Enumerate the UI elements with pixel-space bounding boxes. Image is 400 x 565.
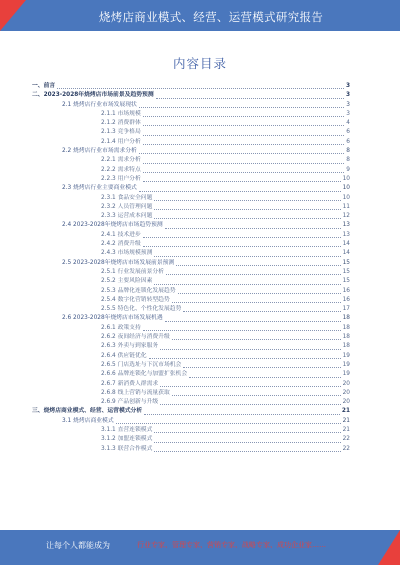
toc-entry[interactable]: [32, 342, 350, 351]
toc-entry-label: 3.1 烧烤店商业模式: [62, 417, 114, 424]
toc-leader-dots: [143, 125, 345, 126]
toc-entry-page: 14: [342, 241, 350, 248]
toc-entry-page: 19: [342, 361, 350, 368]
toc-entry-page: 3: [346, 110, 350, 117]
toc-entry-label: 2.6.8 线上营销与流量获取: [101, 389, 170, 396]
toc-leader-dots: [176, 265, 340, 266]
toc-leader-dots: [116, 423, 341, 424]
toc-entry[interactable]: [32, 138, 350, 147]
toc-leader-dots: [183, 367, 340, 368]
toc-leader-dots: [178, 293, 341, 294]
toc-leader-dots: [165, 228, 341, 229]
toc-leader-dots: [154, 256, 340, 257]
toc-entry-page: 15: [342, 278, 350, 285]
toc-leader-dots: [183, 311, 340, 312]
toc-entry-label: 2.1.1 市场规模: [101, 110, 141, 117]
toc-entry-page: 9: [346, 166, 350, 173]
toc-entry-page: 21: [341, 408, 350, 415]
footer-red-accent: [378, 530, 400, 565]
toc-leader-dots: [154, 209, 340, 210]
report-header: [0, 0, 400, 31]
toc-leader-dots: [143, 172, 345, 173]
toc-entry-page: 16: [342, 296, 350, 303]
toc-entry-page: 18: [342, 334, 350, 341]
toc-entry-page: 16: [342, 287, 350, 294]
toc-entry-page: 20: [342, 399, 350, 406]
toc-entry-label: 2.1.4 用户分析: [101, 138, 141, 145]
toc-entry-label: 2.5.3 品牌化连锁化发展趋势: [101, 287, 176, 294]
toc-entry-page: 6: [346, 138, 350, 145]
toc-entry-page: 13: [342, 231, 350, 238]
toc-entry[interactable]: [32, 277, 350, 286]
toc-entry-label: 3.1.3 联营合作模式: [101, 445, 153, 452]
toc-entry-page: 19: [342, 352, 350, 359]
toc-entry-label: 3.1.1 直营连锁模式: [101, 426, 153, 433]
toc-entry[interactable]: [32, 212, 350, 221]
toc-entry[interactable]: [32, 361, 350, 370]
toc-entry-label: 2.6.9 产品创新与升级: [101, 399, 159, 406]
toc-entry-label: 2.4.3 市场规模预测: [101, 250, 153, 257]
toc-leader-dots: [165, 321, 341, 322]
toc-entry[interactable]: [32, 82, 350, 91]
toc-entry-page: 21: [342, 426, 350, 433]
toc-entry-page: 10: [342, 185, 350, 192]
toc-entry-page: 3: [345, 83, 350, 89]
toc-entry-label: 2.6.5 门店选址与下沉市场机会: [101, 361, 182, 368]
toc-entry-page: 21: [342, 417, 350, 424]
toc-entry-page: 18: [342, 315, 350, 322]
header-red-accent: [0, 0, 26, 31]
toc-entry-label: 2.3 烧烤店行业主要商业模式: [62, 185, 137, 192]
toc-entry-page: 22: [342, 445, 350, 452]
toc-entry-page: 18: [342, 324, 350, 331]
toc-leader-dots: [143, 135, 345, 136]
toc-entry-page: 15: [342, 259, 350, 266]
toc-leader-dots: [143, 144, 345, 145]
toc-leader-dots: [160, 404, 340, 405]
toc-leader-dots: [156, 98, 344, 99]
toc-entry[interactable]: [32, 249, 350, 258]
toc-entry-page: 13: [342, 222, 350, 229]
toc-entry[interactable]: [32, 314, 350, 323]
toc-leader-dots: [143, 181, 341, 182]
toc-entry[interactable]: [32, 333, 350, 342]
toc-entry[interactable]: [32, 156, 350, 165]
footer-roles: 行业专家、管理专家、营销专家、战略专家、成功企业家……: [137, 541, 326, 549]
toc-entry[interactable]: [32, 91, 350, 100]
toc-heading: 内容目录: [172, 56, 227, 71]
toc-entry[interactable]: [32, 110, 350, 119]
toc-entry[interactable]: [32, 184, 350, 193]
toc-entry[interactable]: [32, 305, 350, 314]
toc-entry-label: 2.6 2023-2028年烧烤店市场发展机遇: [62, 315, 163, 322]
toc-entry-page: 4: [346, 120, 350, 127]
toc-entry-page: 12: [342, 213, 350, 220]
toc-entry[interactable]: [32, 268, 350, 277]
toc-entry[interactable]: [32, 324, 350, 333]
toc-leader-dots: [189, 377, 340, 378]
toc-leader-dots: [154, 432, 340, 433]
toc-entry[interactable]: [32, 389, 350, 398]
toc-entry-label: 2.2 烧烤店行业市场需求分析: [62, 148, 137, 155]
toc-entry[interactable]: [32, 221, 350, 230]
report-title: 烧烤店商业模式、经营、运营模式研究报告: [98, 10, 324, 24]
toc-entry-label: 3.1.2 加盟连锁模式: [101, 436, 153, 443]
toc-entry[interactable]: [32, 128, 350, 137]
toc-leader-dots: [172, 339, 341, 340]
toc-leader-dots: [143, 330, 341, 331]
toc-leader-dots: [154, 284, 340, 285]
toc-entry[interactable]: [32, 435, 350, 444]
toc-leader-dots: [143, 246, 341, 247]
toc-entry[interactable]: [32, 259, 350, 268]
toc-entry-page: 18: [342, 343, 350, 350]
toc-entry[interactable]: [32, 287, 350, 296]
toc-entry[interactable]: [32, 380, 350, 389]
toc-entry-label: 2.6.7 新消费人群需求: [101, 380, 159, 387]
toc-leader-dots: [143, 163, 345, 164]
toc-entry[interactable]: [32, 296, 350, 305]
toc-leader-dots: [172, 395, 341, 396]
toc-entry-label: 2.5 2023-2028年烧烤店市场发展前景预测: [62, 259, 175, 266]
toc-entry-label: 2.6.4 供应链优化: [101, 352, 147, 359]
toc-leader-dots: [160, 386, 340, 387]
toc-leader-dots: [139, 191, 341, 192]
toc-entry-label: 2.2.2 需求特点: [101, 166, 141, 173]
toc-entry[interactable]: [32, 231, 350, 240]
toc-entry-page: 11: [342, 203, 350, 210]
toc-entry[interactable]: [32, 352, 350, 361]
toc-entry-page: 17: [342, 306, 350, 313]
toc-entry[interactable]: [32, 445, 350, 454]
footer-slogan: 让每个人都能成为: [46, 541, 110, 550]
toc-entry-page: 20: [342, 389, 350, 396]
toc-leader-dots: [139, 107, 344, 108]
toc-entry-page: 15: [342, 268, 350, 275]
toc-leader-dots: [154, 200, 340, 201]
toc-leader-dots: [166, 274, 341, 275]
toc-entry[interactable]: [32, 166, 350, 175]
toc-entry-label: 2.3.2 人员管理问题: [101, 203, 153, 210]
toc-leader-dots: [160, 349, 340, 350]
toc-entry-page: 14: [342, 250, 350, 257]
toc-entry-label: 2.6.2 夜间经济与消费升级: [101, 334, 170, 341]
toc-entry[interactable]: [32, 370, 350, 379]
toc-entry-label: 一、前言: [32, 83, 56, 89]
toc-entry-label: 2.4.1 技术进步: [101, 231, 141, 238]
toc-entry[interactable]: [32, 203, 350, 212]
toc-entry[interactable]: [32, 426, 350, 435]
toc-entry-label: 2.1 烧烤店行业市场发展现状: [62, 101, 137, 108]
toc-leader-dots: [144, 414, 340, 415]
toc-entry-label: 2.2.3 用户分析: [101, 175, 141, 182]
toc-entry[interactable]: [32, 407, 350, 416]
toc-entry-label: 三、烧烤店商业模式、经营、运营模式分析: [32, 408, 143, 415]
toc-entry-label: 2.1.2 消费群体: [101, 120, 141, 127]
toc-entry-page: 20: [342, 380, 350, 387]
toc-entry-label: 2.3.3 运营成本问题: [101, 213, 153, 220]
table-of-contents: [32, 82, 350, 454]
report-footer: [0, 530, 400, 565]
toc-leader-dots: [149, 358, 341, 359]
toc-entry-page: 8: [346, 148, 350, 155]
toc-entry-label: 2.5.1 行业发展前景分析: [101, 268, 164, 275]
toc-entry-label: 2.4 2023-2028年烧烤店市场趋势预测: [62, 222, 163, 229]
toc-entry-label: 2.4.2 消费升级: [101, 241, 141, 248]
toc-leader-dots: [154, 451, 340, 452]
toc-entry-label: 2.1.3 竞争格局: [101, 129, 141, 136]
toc-entry[interactable]: [32, 240, 350, 249]
toc-entry[interactable]: [32, 398, 350, 407]
toc-entry-page: 3: [346, 101, 350, 108]
toc-leader-dots: [143, 116, 345, 117]
toc-entry-label: 2.6.1 政策支持: [101, 324, 141, 331]
toc-leader-dots: [57, 88, 344, 89]
toc-entry-label: 2.2.1 需求分析: [101, 157, 141, 164]
toc-entry-page: 6: [346, 129, 350, 136]
toc-entry-page: 3: [345, 92, 350, 99]
toc-entry-page: 10: [342, 194, 350, 201]
toc-entry-page: 19: [342, 371, 350, 378]
toc-entry-label: 2.5.5 特色化、个性化发展趋势: [101, 306, 182, 313]
toc-entry-label: 2.5.4 数字化营销转型趋势: [101, 296, 170, 303]
toc-entry-label: 2.6.3 外卖与到家服务: [101, 343, 159, 350]
toc-entry[interactable]: [32, 417, 350, 426]
toc-leader-dots: [172, 302, 341, 303]
toc-entry-page: 10: [342, 175, 350, 182]
toc-leader-dots: [154, 442, 340, 443]
toc-entry-label: 二、2023-2028年烧烤店市场前景及趋势预测: [32, 92, 154, 99]
toc-entry-label: 2.3.1 食品安全问题: [101, 194, 153, 201]
toc-entry[interactable]: [32, 101, 350, 110]
toc-entry-page: 22: [342, 436, 350, 443]
toc-entry-label: 2.6.6 品牌连锁化与加盟扩张机会: [101, 371, 188, 378]
toc-entry-label: 2.5.2 主要风险因素: [101, 278, 153, 285]
toc-leader-dots: [139, 153, 344, 154]
toc-entry[interactable]: [32, 194, 350, 203]
toc-entry[interactable]: [32, 175, 350, 184]
toc-entry-page: 8: [346, 157, 350, 164]
toc-entry[interactable]: [32, 147, 350, 156]
toc-leader-dots: [143, 237, 341, 238]
toc-entry[interactable]: [32, 119, 350, 128]
toc-leader-dots: [154, 218, 340, 219]
